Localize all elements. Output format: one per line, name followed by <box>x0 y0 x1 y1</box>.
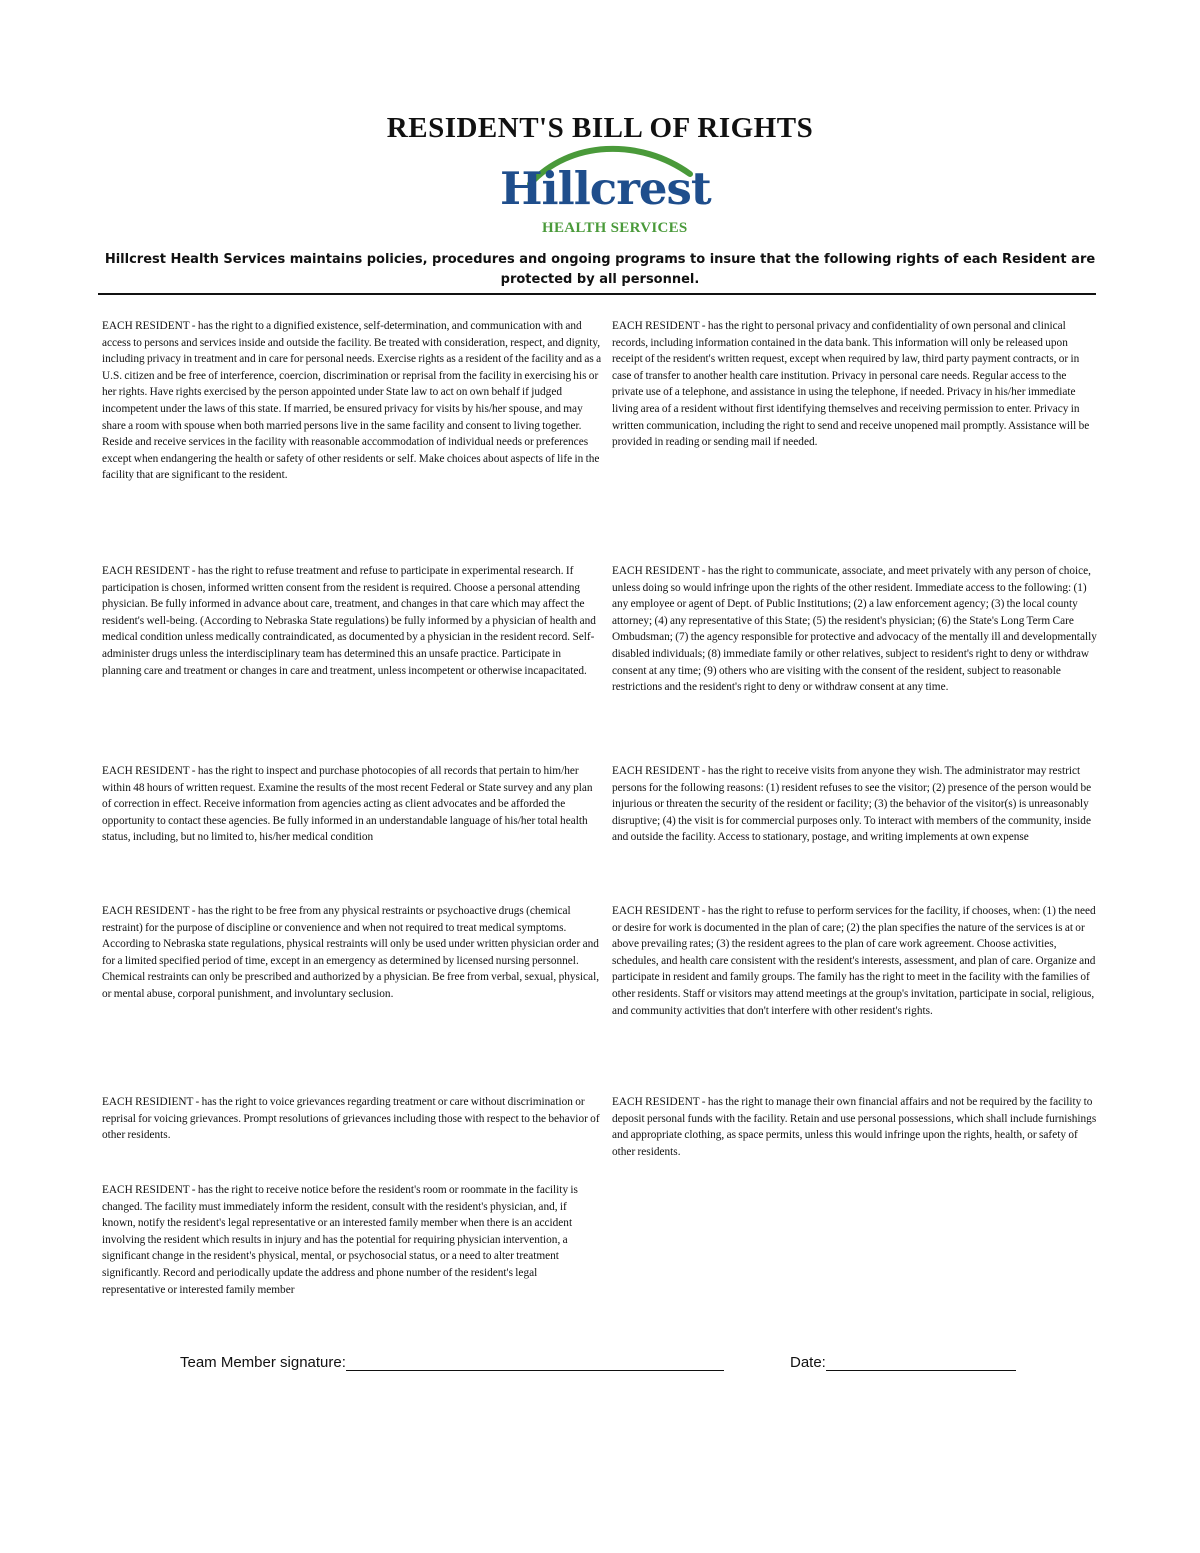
header-divider <box>98 293 1096 295</box>
right-paragraph-3: EACH RESIDENT - has the right to receive visits from anyone they wish. The administrator may restrict persons for the following reasons: (1) resident refuses to see the visitor; (2) presence of the person would be injurious or threaten the security of the resident or facility; (3) the behavior of the visitor(s) is unreasonably disruptive; (4) the visit is for commercial purposes only. To interact with members of the community, inside and outside the facility. Access to stationary, postage, and writing implements at own expense <box>612 765 1092 844</box>
left-paragraph-4: EACH RESIDENT - has the right to be free from any physical restraints or psychoactive drugs (chemical restraint) for the purpose of discipline or convenience and when not required to treat medical symptoms. According to Nebraska state regulations, physical restraints will only be used under written physician order and for a limited specified period of time, except in an emergency as determined by licensed nursing personnel. Chemical restraints can only be prescribed and authorized by a physician. Be free from verbal, sexual, physical, or mental abuse, corporal punishment, and involuntary seclusion. <box>102 905 600 1000</box>
left-paragraph-2: EACH RESIDENT - has the right to refuse treatment and refuse to participate in experimental research. If participation is chosen, informed written consent from the resident is required. Choose a personal attending physician. Be fully informed in advance about care, treatment, and changes in that care which may affect the resident's well-being. (According to Nebraska State regulations) be fully informed by a physician of health and medical condition unless medically contraindicated, as documented by a physician in the resident record. Self-administer drugs unless the interdisciplinary team has determined this an unsafe practice. Participate in planning care and treatment or changes in care and treatment, unless incompetent or otherwise incapacitated. <box>102 565 596 677</box>
team-member-signature-label: Team Member signature: <box>180 1354 346 1371</box>
left-paragraph-3: EACH RESIDENT - has the right to inspect and purchase photocopies of all records that pertain to him/her within 48 hours of written request. Examine the results of the most recent Federal or State survey and any plan of correction in effect. Receive information from agencies acting as client advocates and be afforded the opportunity to contact these agencies. Be fully informed in an understandable language of his/her total health status, including, but no limited to, his/her medical condition <box>102 765 593 844</box>
left-paragraph-1: EACH RESIDENT - has the right to a dignified existence, self-determination, and communication with and access to persons and services inside and outside the facility. Be treated with consideration, respect, and dignity, including privacy in treatment and in care for personal needs. Exercise rights as a resident of the facility and as a U.S. citizen and be free of interference, coercion, discrimination or reprisal from the facility in exercising his or her rights. Have rights exercised by the person appointed under State law to act on own behalf if judged incompetent under the laws of this state. If married, be ensured privacy for visits by his/her spouse, and may share a room with spouse when both married persons live in the same facility and consent to living together. Reside and receive services in the facility with reasonable accommodation of individual needs or preferences except when endangering the health or safety of other residents or self. Make choices about aspects of life in the facility that are significant to the resident. <box>102 320 602 482</box>
team-member-signature <box>180 1354 724 1371</box>
date-signature <box>790 1354 1016 1371</box>
hillcrest-logo <box>490 140 710 240</box>
date-line[interactable] <box>826 1354 1016 1371</box>
right-paragraph-4: EACH RESIDENT - has the right to refuse to perform services for the facility, if chooses, when: (1) the need or desire for work is documented in the plan of care; (2) the plan specifies the nature of the services is at or above prevailing rates; (3) the resident agrees to the plan of care work agreement. Choose activities, schedules, and health care consistent with the resident's interests, assessment, and plan of care. Organize and participate in resident and family groups. The family has the right to meet in the facility with the families of other residents. Staff or visitors may attend meetings at the group's invitation, participate in social, religious, and community activities that don't interfere with other resident's rights. <box>612 905 1096 1017</box>
right-paragraph-5: EACH RESIDENT - has the right to manage their own financial affairs and not be required by the facility to deposit personal funds with the facility. Retain and use personal possessions, which shall include furnishings and appropriate clothing, as space permits, unless this would infringe upon the rights, health, or safety of other residents. <box>612 1096 1097 1158</box>
date-label: Date: <box>790 1354 826 1371</box>
logo-name: Hillcrest <box>500 162 711 215</box>
intro-statement: Hillcrest Health Services maintains policies, procedures and ongoing programs to insure that the following rights of each Resident are protected by all personnel. <box>104 252 1096 287</box>
page-title: RESIDENT'S BILL OF RIGHTS <box>386 112 814 144</box>
left-paragraph-6: EACH RESIDENT - has the right to receive notice before the resident's room or roommate in the facility is changed. The facility must immediately inform the resident, consult with the resident's physician, and, if known, notify the resident's legal representative or an interested family member when there is an accident involving the resident which results in injury and has the potential for requiring physician intervention, a significant change in the resident's physical, mental, or psychosocial status, or a need to alter treatment significantly. Record and periodically update the address and phone number of the resident's legal representative or interested family member <box>102 1184 578 1296</box>
left-paragraph-5: EACH RESIDIENT - has the right to voice grievances regarding treatment or care without discrimination or reprisal for voicing grievances. Prompt resolutions of grievances including those with respect to the behavior of other residents. <box>102 1096 600 1142</box>
signature-line[interactable] <box>346 1354 724 1371</box>
right-paragraph-2: EACH RESIDENT - has the right to communicate, associate, and meet privately with any person of choice, unless doing so would infringe upon the rights of the other resident. Immediate access to the following: (1) any employee or agent of Dept. of Public Institutions; (2) a law enforcement agency; (3) the local county attorney; (4) any representative of this State; (5) the resident's physician; (6) the State's Long Term Care Ombudsman; (7) the agency responsible for protective and advocacy of the mentally ill and developmentally disabled individuals; (8) immediate family or other relatives, subject to resident's right to deny or withdraw consent at any time; (9) others who are visiting with the consent of the resident, subject to reasonable restrictions and the resident's right to deny or withdraw consent at any time. <box>612 565 1097 694</box>
right-paragraph-1: EACH RESIDENT - has the right to personal privacy and confidentiality of own personal and clinical records, including information contained in the data bank. This information will only be released upon receipt of the resident's written request, except when required by law, third party payment contracts, or in case of transfer to another health care institution. Privacy in personal care needs. Regular access to the private use of a telephone, and assistance in using the telephone, if needed. Privacy in his/her immediate living area of a resident without first identifying themselves and receiving permission to enter. Privacy in written communication, including the right to send and receive unopened mail promptly. Assistance will be provided in reading or sending mail if needed. <box>612 320 1090 449</box>
logo-subtitle: HEALTH SERVICES <box>542 220 688 236</box>
